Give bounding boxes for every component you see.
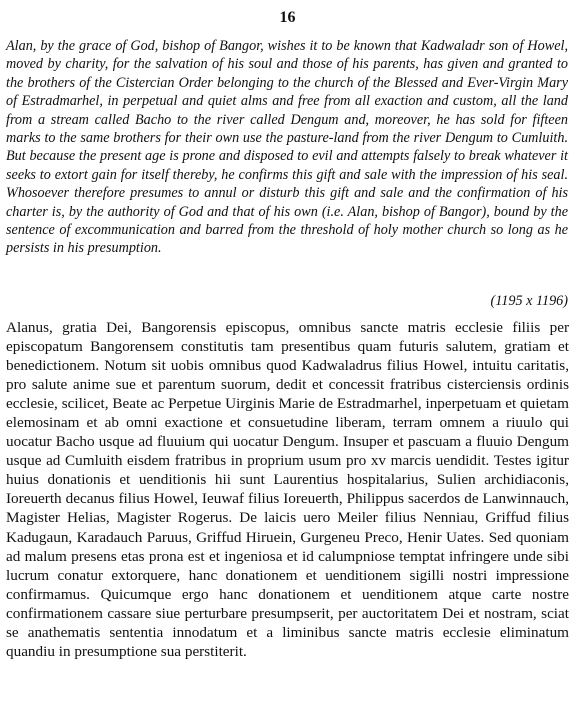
page-number: 16 xyxy=(279,9,296,26)
english-summary: Alan, by the grace of God, bishop of Bangor, wishes it to be known that Kadwaladr son of Howel, moved by charity, for the salvation of his soul and those of his parents, has given and granted to the brothers of the Cistercian Order belonging to the church of the Blessed and Ever-Virgin Mary of Estradmarhel, in perpetual and quiet alms and free from all exaction and custom, all the land from a stream called Bacho to the river called Dengum and, moreover, he has sold for fifteen marks to the same brothers for their own use the pasture-land from the river Dengum to Cumluith. But because the present age is prone and disposed to evil and attempts falsely to break whatever it seeks to extort gain for itself thereby, he confirms this gift and sale with the impression of his seal. Whosoever therefore presumes to annul or disturb this gift and sale and the confirmation of his charter is, by the authority of God and that of his own (i.e. Alan, bishop of Bangor), bound by the sentence of excommunication and barred from the threshold of holy mother church so long as he persists in his presumption. xyxy=(6,38,568,257)
latin-charter-text: Alanus, gratia Dei, Bangorensis episcopus, omnibus sancte matris ecclesie filiis per episcopatum Bangorensem constitutis tam presentibus quam futuris salutem, gratiam et benedictionem. Notum sit uobis omnibus quod Kadwaladrus filius Howel, intuitu caritatis, pro salute anime sue et parentum suorum, dedit et concessit fratribus cisterciensis ordinis ecclesie, scilicet, Beate ac Perpetue Uirginis Marie de Estradmarhel, inperpetuam et quietam elemosinam et ab omni exactione et consuetudine liberam, terram omnem a riuulo qui uocatur Bacho usque ad fluuium qui uocatur Dengum. Insuper et pascuam a fluuio Dengum usque ad Cumluith eisdem fratribus in proprium usum pro xv marcis uendidit. Testes igitur huius donationis et uenditionis hii sunt Laurentius hospitalarius, Sulien archidiaconis, Ioreuerth decanus filius Howel, Ieuwaf filius Ioreuerth, Philippus sacerdos de Lanwinnauch, Magister Helias, Magister Rogerus. De laicis uero Meiler filius Nenniau, Griffud filius Kadugaun, Karadauch Paruus, Griffud Hiruein, Gurgeneu Preco, Henir Uates. Sed quoniam ad malum presens etas prona est et ingeniosa et id calumpniose temptat infringere unde sibi lucrum conatur extorquere, hanc donationem et uenditionem sigilli nostri impressione confirmamus. Quicumque ergo hanc donationem et uenditionem atque carte nostre confirmationem cassare siue perturbare presumpserit, per auctoritatem Dei et nostram, sciat se anathematis sententia innodatum et a liminibus sancte matris ecclesie eliminatum quandiu in presumptione sua perstiterit. xyxy=(6,319,569,660)
charter-date: (1195 x 1196) xyxy=(490,293,568,309)
